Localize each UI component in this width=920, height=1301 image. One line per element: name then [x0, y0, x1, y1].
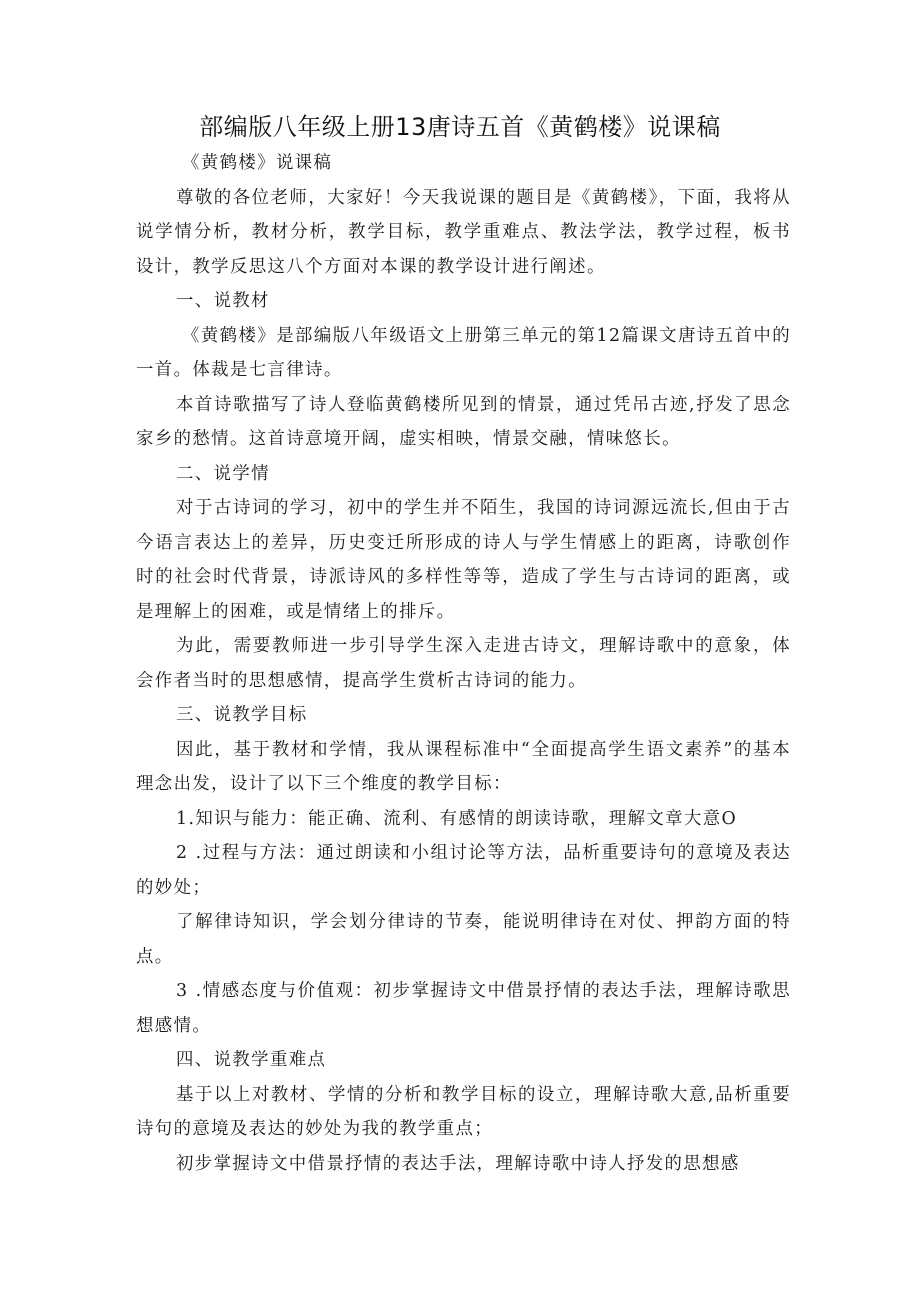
objective-item-3: 3 .情感态度与价值观：初步掌握诗文中借景抒情的表达手法，理解诗歌思想感情。 — [136, 981, 791, 1036]
document-title: 部编版八年级上册13唐诗五首《黄鹤楼》说课稿 — [199, 113, 721, 141]
paragraph-greeting: 尊敬的各位老师，大家好！今天我说课的题目是《黄鹤楼》，下面，我将从说学情分析，教材分析，教学目标，教学重难点、教法学法，教学过程，板书设计，教学反思这八个方面对本课的教学设计进行阐述。 — [136, 187, 791, 277]
section-heading-textbook: 一、说教材 — [176, 291, 270, 311]
paragraph-objectives-intro: 因此，基于教材和学情，我从课程标准中“全面提高学生语文素养”的基本理念出发，设计了以下三个维度的教学目标： — [136, 739, 791, 794]
section-heading-key-points: 四、说教学重难点 — [176, 1050, 327, 1070]
paragraph-students-guidance: 为此，需要教师进一步引导学生深入走进古诗文，理解诗歌中的意象，体会作者当时的思想感情，提高学生赏析古诗词的能力。 — [136, 636, 791, 691]
paragraph-difficult-points: 初步掌握诗文中借景抒情的表达手法，理解诗歌中诗人抒发的思想感 — [176, 1153, 740, 1174]
paragraph-textbook-intro: 《黄鹤楼》是部编版八年级语文上册第三单元的第12篇课文唐诗五首中的一首。体裁是七言律诗。 — [136, 325, 791, 380]
paragraph-subtitle: 《黄鹤楼》说课稿 — [182, 153, 333, 173]
paragraph-textbook-content: 本首诗歌描写了诗人登临黄鹤楼所见到的情景，通过凭吊古迹,抒发了思念家乡的愁情。这首诗意境开阔，虚实相映，情景交融，情味悠长。 — [136, 394, 791, 449]
objective-item-2: 2 .过程与方法：通过朗读和小组讨论等方法，品析重要诗句的意境及表达的妙处； — [136, 843, 791, 898]
section-heading-objectives: 三、说教学目标 — [176, 705, 308, 725]
paragraph-students-analysis: 对于古诗词的学习，初中的学生并不陌生，我国的诗词源远流长,但由于古今语言表达上的差异，历史变迁所形成的诗人与学生情感上的距离，诗歌创作时的社会时代背景，诗派诗风的多样性等等，造成了学生与古诗词的距离，或是理解上的困难，或是情绪上的排斥。 — [136, 498, 791, 622]
section-heading-students: 二、说学情 — [176, 463, 270, 484]
paragraph-key-points: 基于以上对教材、学情的分析和教学目标的设立，理解诗歌大意,品析重要诗句的意境及表达的妙处为我的教学重点； — [136, 1084, 791, 1139]
objective-item-1: 1.知识与能力：能正确、流利、有感情的朗读诗歌，理解文章大意O — [176, 808, 738, 829]
objective-item-2-continued: 了解律诗知识，学会划分律诗的节奏，能说明律诗在对仗、押韵方面的特点。 — [136, 912, 791, 967]
document-body — [136, 146, 791, 1181]
